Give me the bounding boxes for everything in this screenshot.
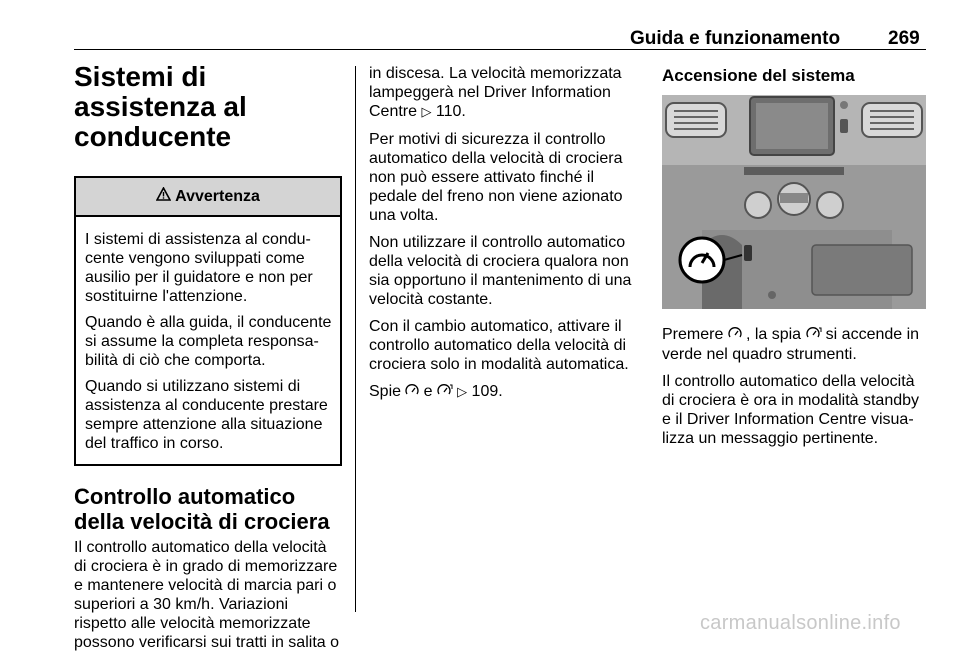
warning-heading: Avvertenza bbox=[175, 188, 260, 205]
body-paragraph: Premere , la spia si accende in verde nel quadro strumenti. bbox=[662, 326, 920, 363]
subheading: Accensione del sistema bbox=[662, 66, 855, 85]
dashboard-photo bbox=[662, 95, 926, 309]
header-rule bbox=[74, 49, 926, 50]
page-reference: 109. bbox=[471, 383, 503, 400]
page-number: 269 bbox=[888, 28, 920, 49]
warning-header bbox=[76, 178, 340, 217]
warning-paragraph: Quando è alla guida, il conducente si assume la completa responsa-bilità di ciò che comporta. bbox=[85, 314, 332, 369]
body-paragraph: Spie e ▷ 109. bbox=[369, 383, 503, 400]
reference-arrow-icon: ▷ bbox=[457, 385, 468, 400]
column-divider bbox=[355, 66, 356, 612]
cruise-control-icon bbox=[437, 385, 457, 400]
subsection-title: Controllo automatico della velocità di crociera bbox=[74, 484, 330, 534]
cruise-control-icon bbox=[806, 328, 826, 343]
column-1 bbox=[74, 62, 342, 660]
body-paragraph: in discesa. La velocità memorizzata lampeggerà nel Driver Information Centre ▷ 110. bbox=[369, 65, 622, 120]
body-paragraph: Con il cambio automatico, attivare il controllo automatico della velocità di crociera solo in modalità automatica. bbox=[369, 318, 629, 373]
body-paragraph: Non utilizzare il controllo automatico della velocità di crociera qualora non sia opportuno il mantenimento di una velocità costante. bbox=[369, 234, 632, 308]
watermark: carmanualsonline.info bbox=[700, 612, 901, 634]
warning-paragraph: I sistemi di assistenza al condu-cente vengono sviluppati come ausilio per il guidatore e non per sostituirne l'attenzione. bbox=[85, 231, 313, 305]
reference-arrow-icon: ▷ bbox=[421, 105, 432, 120]
page-reference: 110. bbox=[435, 103, 466, 120]
warning-paragraph: Quando si utilizzano sistemi di assistenza al conducente prestare sempre attenzione alla situazione del traffico in corso. bbox=[85, 378, 328, 452]
cruise-control-icon bbox=[728, 328, 746, 343]
warning-body bbox=[76, 217, 340, 464]
warning-triangle-icon bbox=[156, 187, 171, 206]
body-paragraph: Il controllo automatico della velocità di crociera è ora in modalità standby e il Driver Information Centre visua-lizza un messaggio pertinente. bbox=[662, 373, 920, 447]
column-2 bbox=[369, 64, 637, 410]
column-3 bbox=[662, 66, 930, 456]
body-paragraph: Per motivi di sicurezza il controllo automatico della velocità di crociera non può essere attivato finché il pedale del freno non viene azionato una volta. bbox=[369, 131, 623, 224]
section-title: Sistemi di assistenza al conducente bbox=[74, 61, 247, 152]
body-paragraph: Il controllo automatico della velocità di crociera è in grado di memorizzare e mantenere velocità di marcia pari o superiori a 30 km/h. Variazioni rispetto alle velocità memorizzate possono verificarsi sui tratti in salita o bbox=[74, 539, 339, 651]
running-header: Guida e funzionamento bbox=[630, 28, 841, 49]
warning-box bbox=[74, 176, 342, 466]
cruise-control-icon bbox=[405, 385, 423, 400]
